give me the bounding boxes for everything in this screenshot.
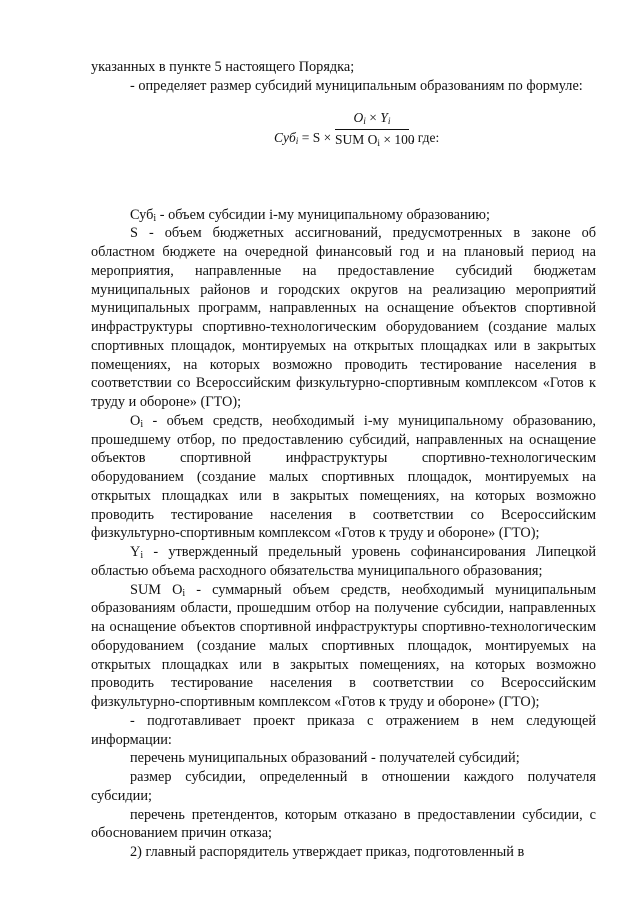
list-item-subsidy-size: размер субсидии, определенный в отношении каждого получателя субсидии; xyxy=(91,769,596,804)
list-item-recipients: перечень муниципальных образований - получателей субсидий; xyxy=(130,750,520,767)
formula-denominator: SUM $O_i \times 100$ xyxy=(335,131,415,149)
definition-s: S - объем бюджетных ассигнований, предусмотренных в законе об областном бюджете на очередной финансовый год и на плановый период на мероприятия, направленные на предоставление субсидий бюджетам муниципальных районов и городских округов на реализацию мероприятий муниципальных программ, направленных на оснащение объектов спортивной инфраструктуры спортивно-технологическим оборудованием (создание малых спортивных площадок, монтируемых на открытых площадках или в закрытых помещениях, на которых возможно проводить тестирование населения в соответствии со Всероссийским физкультурно-спортивным комплексом «Готов к труду и обороне» (ГТО); xyxy=(91,225,596,410)
subsidy-formula xyxy=(91,110,596,166)
document-body xyxy=(91,58,596,862)
formula-tail: , где: xyxy=(411,129,440,145)
paragraph-intro: указанных в пункте 5 настоящего Порядка; xyxy=(91,59,355,75)
paragraph-approve-order: 2) главный распорядитель утверждает приказ, подготовленный в xyxy=(130,844,525,860)
formula-fraction xyxy=(335,109,415,149)
formula-lhs: Суб$_i$ = S × xyxy=(274,129,332,147)
fraction-bar xyxy=(335,129,409,130)
definition-sub: Суб$_i$ - объем субсидии i-му муниципальному образованию; xyxy=(130,206,490,224)
definition-o: $O_i$ - объем средств, необходимый i-му муниципальному образованию, прошедшему отбор, по предоставлению субсидий, направленных на оснащение объектов спортивной инфраструктуры спортивно-технологическим оборудованием (создание малых спортивных площадок, монтируемых на открытых площадках или в закрытых помещениях, на которых возможно проводить тестирование населения в соответствии со Всероссийским физкультурно-спортивным комплексом «Готов к труду и обороне» (ГТО); xyxy=(91,412,596,542)
formula-numerator: $O_i \times Y_i$ xyxy=(353,109,391,127)
paragraph-formula-intro: - определяет размер субсидий муниципальным образованиям по формуле: xyxy=(130,77,583,94)
list-item-refused: перечень претендентов, которым отказано в предоставлении субсидии, с обоснованием причин отказа; xyxy=(91,806,596,842)
paragraph-prepare-order: - подготавливает проект приказа с отражением в нем следующей информации: xyxy=(91,712,596,748)
definition-sum: SUM $O_i$ - суммарный объем средств, необходимый муниципальным образованиям области, прошедшим отбор на получение субсидии, направленных на оснащение объектов спортивной инфраструктуры спортивно-технологическим оборудованием (создание малых спортивных площадок, монтируемых на открытых площадках или в закрытых помещениях, на которых возможно проводить тестирование населения в соответствии со Всероссийским физкультурно-спортивным комплексом «Готов к труду и обороне» (ГТО); xyxy=(91,581,596,710)
definition-y: $Y_i$ - утвержденный предельный уровень софинансирования Липецкой областью объема расходного обязательства муниципального образования; xyxy=(91,544,596,579)
